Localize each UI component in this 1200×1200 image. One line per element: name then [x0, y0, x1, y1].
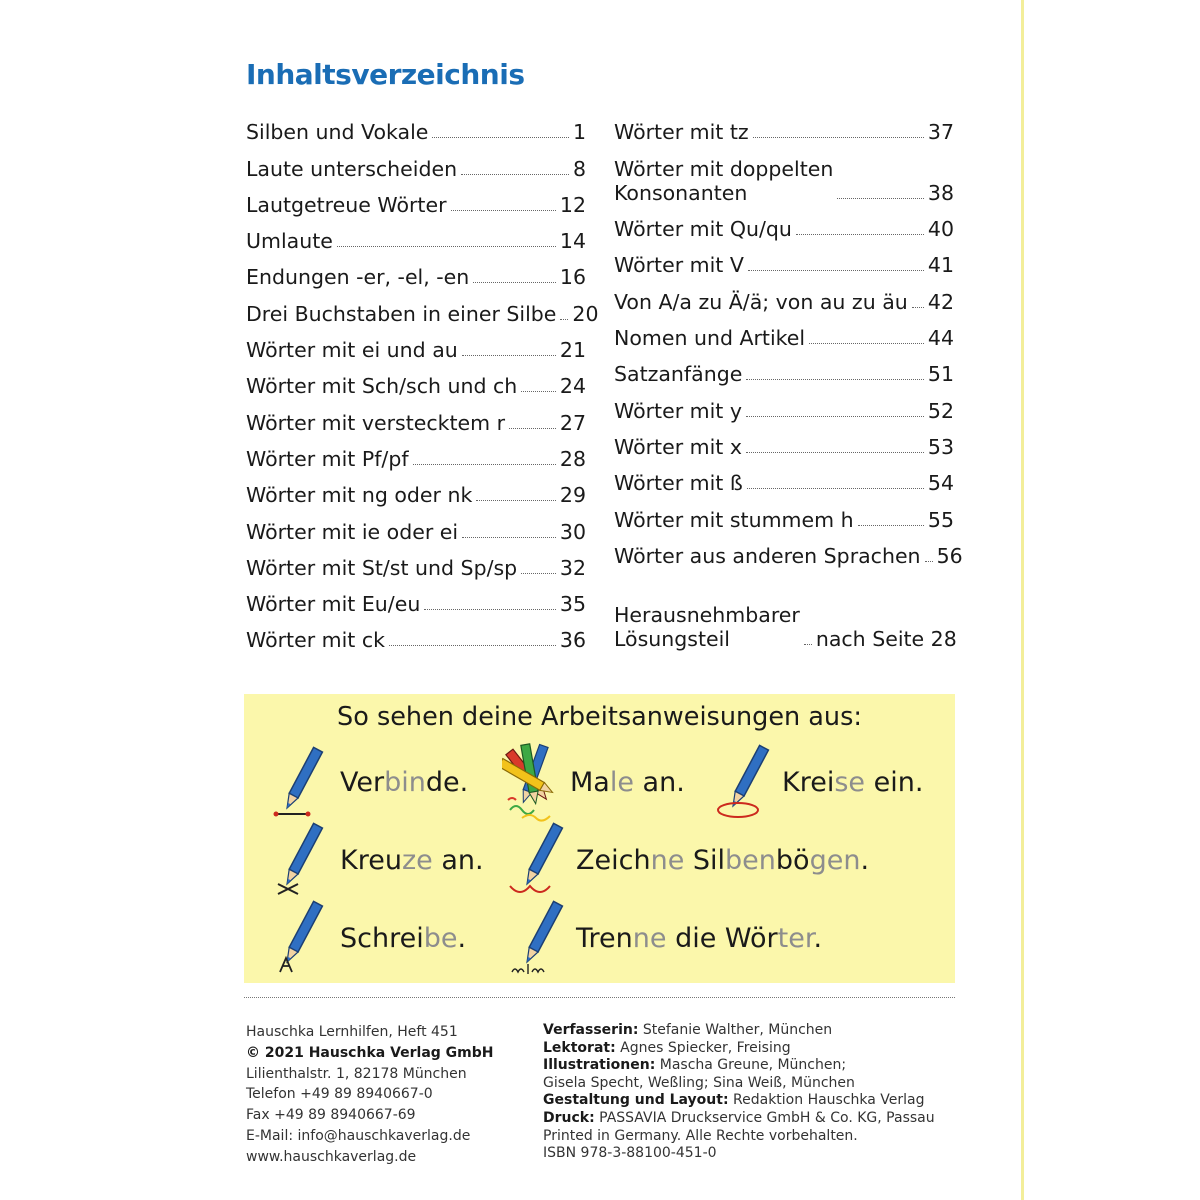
toc-entry[interactable] [246, 616, 586, 652]
imprint-website[interactable]: www.hauschkaverlag.de [246, 1148, 417, 1165]
toc-entry[interactable] [246, 289, 599, 326]
pencil-separate-icon [508, 900, 564, 976]
leader-dots [509, 428, 556, 429]
toc-entry-page: 8 [572, 156, 586, 181]
toc-entry-page: 1 [572, 120, 586, 145]
leader-dots [476, 500, 556, 501]
toc-entry[interactable] [614, 350, 954, 386]
toc-entry-page: 38 [927, 180, 954, 205]
credit-line: Verfasserin: Stefanie Walther, München [543, 1022, 833, 1038]
toc-entry-page: 24 [559, 374, 586, 399]
toc-entry[interactable] [614, 495, 954, 531]
leader-dots [748, 270, 924, 271]
pencil-write-icon [272, 900, 328, 976]
instruction-circle [714, 744, 923, 820]
toc-entry-label: Wörter mit verstecktem r [246, 410, 506, 435]
imprint-email[interactable]: E-Mail: info@hauschkaverlag.de [246, 1127, 471, 1144]
instruction-cross [272, 822, 484, 898]
leader-dots [337, 246, 556, 247]
toc-entry[interactable] [614, 108, 954, 144]
instructions-box [244, 694, 955, 983]
toc-column-left [246, 108, 599, 653]
toc-entry-label: Drei Buchstaben in einer Silbe [246, 301, 557, 326]
toc-entry-page: 32 [559, 555, 586, 580]
leader-dots [462, 355, 556, 356]
imprint-address: Lilienthalstr. 1, 82178 München [246, 1065, 467, 1082]
leader-dots [521, 391, 556, 392]
imprint-fax: Fax +49 89 8940667-69 [246, 1107, 416, 1124]
toc-entry-label: Silben und Vokale [246, 120, 429, 145]
instruction-text-circle: Kreise ein. [782, 766, 924, 798]
toc-entry[interactable] [614, 277, 954, 313]
toc-entry-page: 28 [559, 446, 586, 471]
credit-line: Lektorat: Agnes Spiecker, Freising [543, 1039, 791, 1056]
instruction-text-color: Male an. [570, 766, 685, 798]
toc-entry-page: 53 [927, 434, 954, 459]
leader-dots [746, 379, 924, 380]
toc-entry-page: 12 [559, 192, 586, 217]
toc-entry[interactable] [246, 326, 586, 362]
toc-entry-label: Wörter mit stummem h [614, 507, 854, 532]
toc-entry-page: 52 [927, 398, 954, 423]
toc-entry-page: 42 [927, 289, 954, 314]
credit-line: Gisela Specht, Weßling; Sina Weiß, München [543, 1074, 855, 1091]
toc-entry[interactable] [246, 398, 586, 434]
toc-entry-label: Laute unterscheiden [246, 156, 458, 181]
pencil-cross-icon [272, 822, 328, 898]
toc-entry[interactable] [246, 144, 586, 180]
instruction-text-connect: Verbinde. [340, 766, 469, 798]
toc-entry[interactable] [614, 205, 954, 241]
pencil-connect-icon [272, 744, 328, 820]
leader-dots [521, 573, 556, 574]
toc-entry-label: Wörter mit Qu/qu [614, 217, 792, 242]
leader-dots [809, 343, 924, 344]
toc-entry-label-line1: Herausnehmbarer [614, 603, 800, 628]
imprint-publisher [246, 1022, 494, 1168]
instructions-title: So sehen deine Arbeitsanweisungen aus: [337, 702, 862, 732]
toc-entry-label: Endungen -er, -el, -en [246, 265, 470, 290]
toc-entry[interactable] [614, 459, 954, 495]
toc-entry-label-line1: Wörter mit doppelten [614, 156, 834, 181]
pencil-arc-icon [508, 822, 564, 898]
leader-dots [796, 234, 924, 235]
leader-dots [925, 561, 933, 562]
pencil-circle-icon [714, 744, 770, 820]
toc-entry-page: nach Seite 28 [815, 627, 957, 652]
colored-pencils-icon [502, 740, 564, 824]
toc-entry[interactable] [246, 435, 586, 471]
toc-entry-label [614, 603, 800, 651]
toc-entry-label: Wörter mit Pf/pf [246, 446, 409, 471]
toc-entry-page: 21 [559, 338, 586, 363]
toc-entry-page: 40 [927, 217, 954, 242]
leader-dots [413, 464, 556, 465]
leader-dots [451, 210, 556, 211]
toc-entry[interactable] [246, 108, 586, 144]
toc-entry[interactable] [246, 217, 586, 253]
toc-entry[interactable] [614, 532, 963, 568]
toc-entry-page: 16 [559, 265, 586, 290]
toc-entry[interactable] [246, 181, 586, 217]
toc-entry-page: 54 [927, 471, 954, 496]
toc-entry-page: 30 [559, 519, 586, 544]
toc-entry-page: 35 [559, 592, 586, 617]
toc-entry[interactable] [614, 241, 954, 277]
toc-entry-label: Lautgetreue Wörter [246, 192, 447, 217]
leader-dots [473, 282, 556, 283]
instruction-write [272, 900, 466, 976]
toc-entry-label: Wörter mit x [614, 434, 742, 459]
toc-entry-label [614, 157, 833, 205]
instruction-color [502, 740, 685, 824]
leader-dots [462, 537, 556, 538]
leader-dots [858, 525, 924, 526]
toc-entry-label: Wörter aus anderen Sprachen [614, 543, 921, 568]
toc-entry-label: Umlaute [246, 229, 333, 254]
leader-dots [753, 137, 924, 138]
toc-entry-page: 41 [927, 253, 954, 278]
toc-entry[interactable] [246, 507, 586, 543]
toc-entry[interactable] [246, 471, 586, 507]
imprint-credits [543, 1022, 935, 1163]
imprint-divider [244, 997, 955, 998]
instruction-connect [272, 744, 468, 820]
toc-entry-page: 56 [936, 543, 963, 568]
credit-line: ISBN 978-3-88100-451-0 [543, 1145, 717, 1162]
instruction-text-syllable-arcs: Zeichne Silbenbögen. [576, 844, 870, 876]
toc-entry-page: 14 [559, 229, 586, 254]
toc-entry-label: Wörter mit Sch/sch und ch [246, 374, 518, 399]
toc-entry[interactable] [614, 314, 954, 350]
toc-column-right [614, 108, 963, 652]
imprint-series: Hauschka Lernhilfen, Heft 451 [246, 1024, 458, 1040]
leader-dots [746, 452, 924, 453]
toc-entry-label: Satzanfänge [614, 362, 743, 387]
toc-entry-label: Wörter mit ß [614, 471, 743, 496]
imprint-phone: Telefon +49 89 8940667-0 [246, 1086, 433, 1103]
credit-line: Illustrationen: Mascha Greune, München; [543, 1057, 847, 1074]
leader-dots [389, 645, 556, 646]
leader-dots [461, 174, 569, 175]
toc-entry-label: Wörter mit ck [246, 628, 385, 653]
leader-dots [837, 198, 924, 199]
toc-entry-label-line2: Konsonanten [614, 180, 748, 205]
leader-dots [804, 644, 812, 645]
page-edge-line [1021, 0, 1024, 1200]
imprint-copyright: © 2021 Hauschka Verlag GmbH [246, 1044, 494, 1061]
toc-entry-label: Wörter mit Eu/eu [246, 592, 421, 617]
toc-entry-page: 29 [559, 483, 586, 508]
toc-entry[interactable] [614, 423, 954, 459]
instruction-text-separate: Trenne die Wörter. [576, 922, 823, 954]
instruction-syllable-arcs [508, 822, 869, 898]
toc-entry-label: Wörter mit ie oder ei [246, 519, 459, 544]
toc-entry-page: 37 [927, 120, 954, 145]
leader-dots [424, 609, 556, 610]
toc-entry-label: Wörter mit V [614, 253, 744, 278]
toc-entry-label: Wörter mit ei und au [246, 338, 458, 363]
toc-title: Inhaltsverzeichnis [246, 58, 525, 91]
toc-entry-page: 51 [927, 362, 954, 387]
toc-entry-label: Nomen und Artikel [614, 326, 806, 351]
toc-entry-page: 44 [927, 326, 954, 351]
credit-line: Gestaltung und Layout: Redaktion Hauschka Verlag [543, 1092, 925, 1109]
toc-entry[interactable] [246, 362, 586, 398]
toc-entry-label-line2: Lösungsteil [614, 627, 731, 652]
toc-entry[interactable] [246, 544, 586, 580]
instruction-text-cross: Kreuze an. [340, 844, 484, 876]
toc-entry-label: Wörter mit St/st und Sp/sp [246, 555, 518, 580]
instruction-separate [508, 900, 822, 976]
toc-entry-page: 36 [559, 628, 586, 653]
toc-entry[interactable] [614, 144, 954, 205]
toc-entry-label: Wörter mit tz [614, 120, 749, 145]
toc-entry-solutions[interactable] [614, 591, 957, 652]
leader-dots [560, 319, 568, 320]
leader-dots [912, 307, 924, 308]
toc-entry-page: 55 [927, 507, 954, 532]
leader-dots [746, 416, 924, 417]
instruction-text-write: Schreibe. [340, 922, 467, 954]
toc-entry-label: Wörter mit ng oder nk [246, 483, 473, 508]
toc-entry[interactable] [246, 580, 586, 616]
toc-entry-label: Wörter mit y [614, 398, 742, 423]
toc-entry-page: 20 [572, 301, 599, 326]
credit-line: Printed in Germany. Alle Rechte vorbehalten. [543, 1127, 858, 1144]
toc-entry-label: Von A/a zu Ä/ä; von au zu äu [614, 289, 908, 314]
toc-entry-page: 27 [559, 410, 586, 435]
toc-entry[interactable] [614, 386, 954, 422]
leader-dots [432, 137, 569, 138]
leader-dots [747, 488, 924, 489]
toc-entry[interactable] [246, 253, 586, 289]
credit-line: Druck: PASSAVIA Druckservice GmbH & Co. KG, Passau [543, 1109, 935, 1126]
